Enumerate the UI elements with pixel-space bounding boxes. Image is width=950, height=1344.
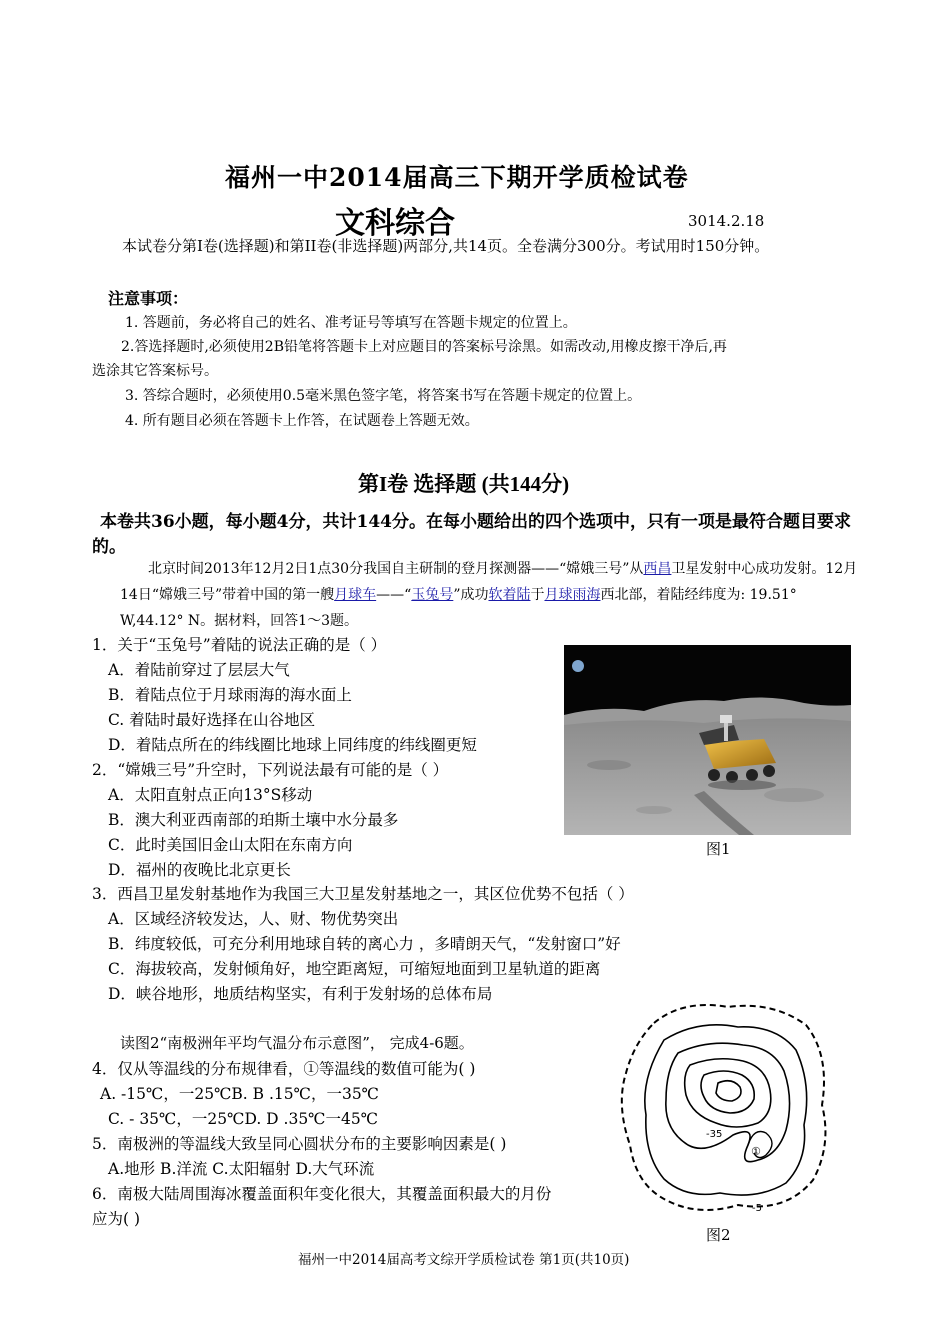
question-1-option-b: B．着陆点位于月球雨海的海水面上 [108,686,352,704]
question-2-option-b: B．澳大利亚西南部的珀斯土壤中水分最多 [108,811,399,829]
question-3-option-a: A．区域经济较发达，人、财、物优势突出 [108,910,399,928]
question-6-line-2: 应为( ) [92,1210,141,1228]
passage-text: 西北部，着陆经纬度为: 19.51° W,44.12° N。据材料，回答1～3题。 [120,587,797,629]
question-4-options-ab: A. -15℃，一25℃B. B .15℃，一35℃ [100,1085,380,1103]
question-2: 2．“嫦娥三号”升空时，下列说法最有可能的是（ ） [92,761,449,779]
exam-title: 福州一中2014届高三下期开学质检试卷 [225,163,689,192]
link-yutu[interactable]: 玉兔号 [411,587,454,603]
isotherm-core [716,1081,741,1101]
note-item-1: 1. 答题前，务必将自己的姓名、准考证号等填写在答题卡规定的位置上。 [125,315,577,331]
coastline-dashed [622,1005,826,1210]
earth-icon [572,660,584,672]
link-mare-imbrium[interactable]: 月球雨海 [544,587,601,603]
question-1: 1．关于“玉兔号”着陆的说法正确的是（ ） [92,636,387,654]
crater [587,760,631,770]
section-instruction: 本卷共36小题，每小题4分，共计144分。在每小题给出的四个选项中，只有一项是最符合题目要求的。 [92,512,851,557]
isotherm-label-5: -5 [752,1203,762,1214]
question-3-option-b: B．纬度较低，可充分利用地球自转的离心力 ，多晴朗天气，“发射窗口”好 [108,935,621,953]
link-lunar-rover[interactable]: 月球车 [334,587,377,603]
question-6-line-1: 6．南极大陆周围海冰覆盖面积年变化很大，其覆盖面积最大的月份 [92,1185,552,1203]
notes-heading: 注意事项： [108,289,189,308]
question-3-option-c: C．海拔较高，发射倾角好，地空距离短，可缩短地面到卫星轨道的距离 [108,960,601,978]
read-figure-2: 读图2“南极洲年平均气温分布示意图”， 完成4-6题。 [120,1034,474,1052]
question-2-option-c: C．此时美国旧金山太阳在东南方向 [108,836,353,854]
note-item-2-line-1: 2.答选择题时,必须使用2B铅笔将答题卡上对应题目的答案标号涂黑。如需改动,用橡皮擦干净后,再 [121,339,727,355]
passage-text: ——“ [376,587,412,603]
exam-date: 3014.2.18 [688,212,765,230]
question-5-options: A.地形 B.洋流 C.太阳辐射 D.大气环流 [108,1160,375,1178]
passage-text: 卫星发射中心成功发射。12月14日“嫦娥三号”带着中国的第一艘 [120,561,858,603]
crater [636,806,672,814]
question-1-option-a: A．着陆前穿过了层层大气 [108,661,290,679]
figure-1-rover-photo [564,645,851,835]
figure-2-caption: 图2 [706,1226,731,1244]
exam-intro: 本试卷分第I卷(选择题)和第II卷(非选择题)两部分,共14页。全卷满分300分。考试用时150分钟。 [122,237,770,255]
passage-text: 于 [530,587,545,603]
question-3: 3．西昌卫星发射基地作为我国三大卫星发射基地之一，其区位优势不包括（ ） [92,885,634,903]
question-5: 5．南极洲的等温线大致呈同心圆状分布的主要影响因素是( ) [92,1135,507,1153]
isotherm-label-1: ① [751,1145,761,1158]
isotherm-label-35: -35 [706,1129,723,1140]
passage-1 [120,556,860,634]
figure-1-caption: 图1 [706,840,731,858]
figure-2-antarctica-isotherm-map [608,995,838,1220]
question-1-option-d: D．着陆点所在的纬线圈比地球上同纬度的纬线圈更短 [108,736,477,754]
note-item-4: 4. 所有题目必须在答题卡上作答，在试题卷上答题无效。 [125,413,479,429]
passage-text: ”成功 [453,587,489,603]
isotherm-outer [645,1025,807,1195]
isotherm-inner-2 [701,1071,754,1113]
note-item-2-line-2: 选涂其它答案标号。 [92,363,218,379]
passage-text: 北京时间2013年12月2日1点30分我国自主研制的登月探测器——“嫦娥三号”从 [148,561,644,577]
question-4: 4．仅从等温线的分布规律看，①等温线的数值可能为( ) [92,1060,476,1078]
page-footer: 福州一中2014届高考文综开学质检试卷 第1页(共10页) [298,1252,630,1268]
exam-subject: 文科综合 [335,206,455,241]
link-xichang[interactable]: 西昌 [643,561,672,577]
question-3-option-d: D．峡谷地形，地质结构坚实，有利于发射场的总体布局 [108,985,493,1003]
question-2-option-d: D．福州的夜晚比北京更长 [108,861,291,879]
question-2-option-a: A．太阳直射点正向13°S移动 [108,786,313,804]
link-soft-landing[interactable]: 软着陆 [488,587,531,603]
crater [764,788,824,802]
isotherm-inner-1 [685,1059,771,1127]
question-1-option-c: C. 着陆时最好选择在山谷地区 [108,711,316,729]
note-item-3: 3. 答综合题时，必须使用0.5毫米黑色签字笔，将答案书写在答题卡规定的位置上。 [125,388,642,404]
question-4-options-cd: C. - 35℃，一25℃D. D .35℃一45℃ [108,1110,379,1128]
section-heading: 第I卷 选择题 (共144分) [358,472,570,496]
